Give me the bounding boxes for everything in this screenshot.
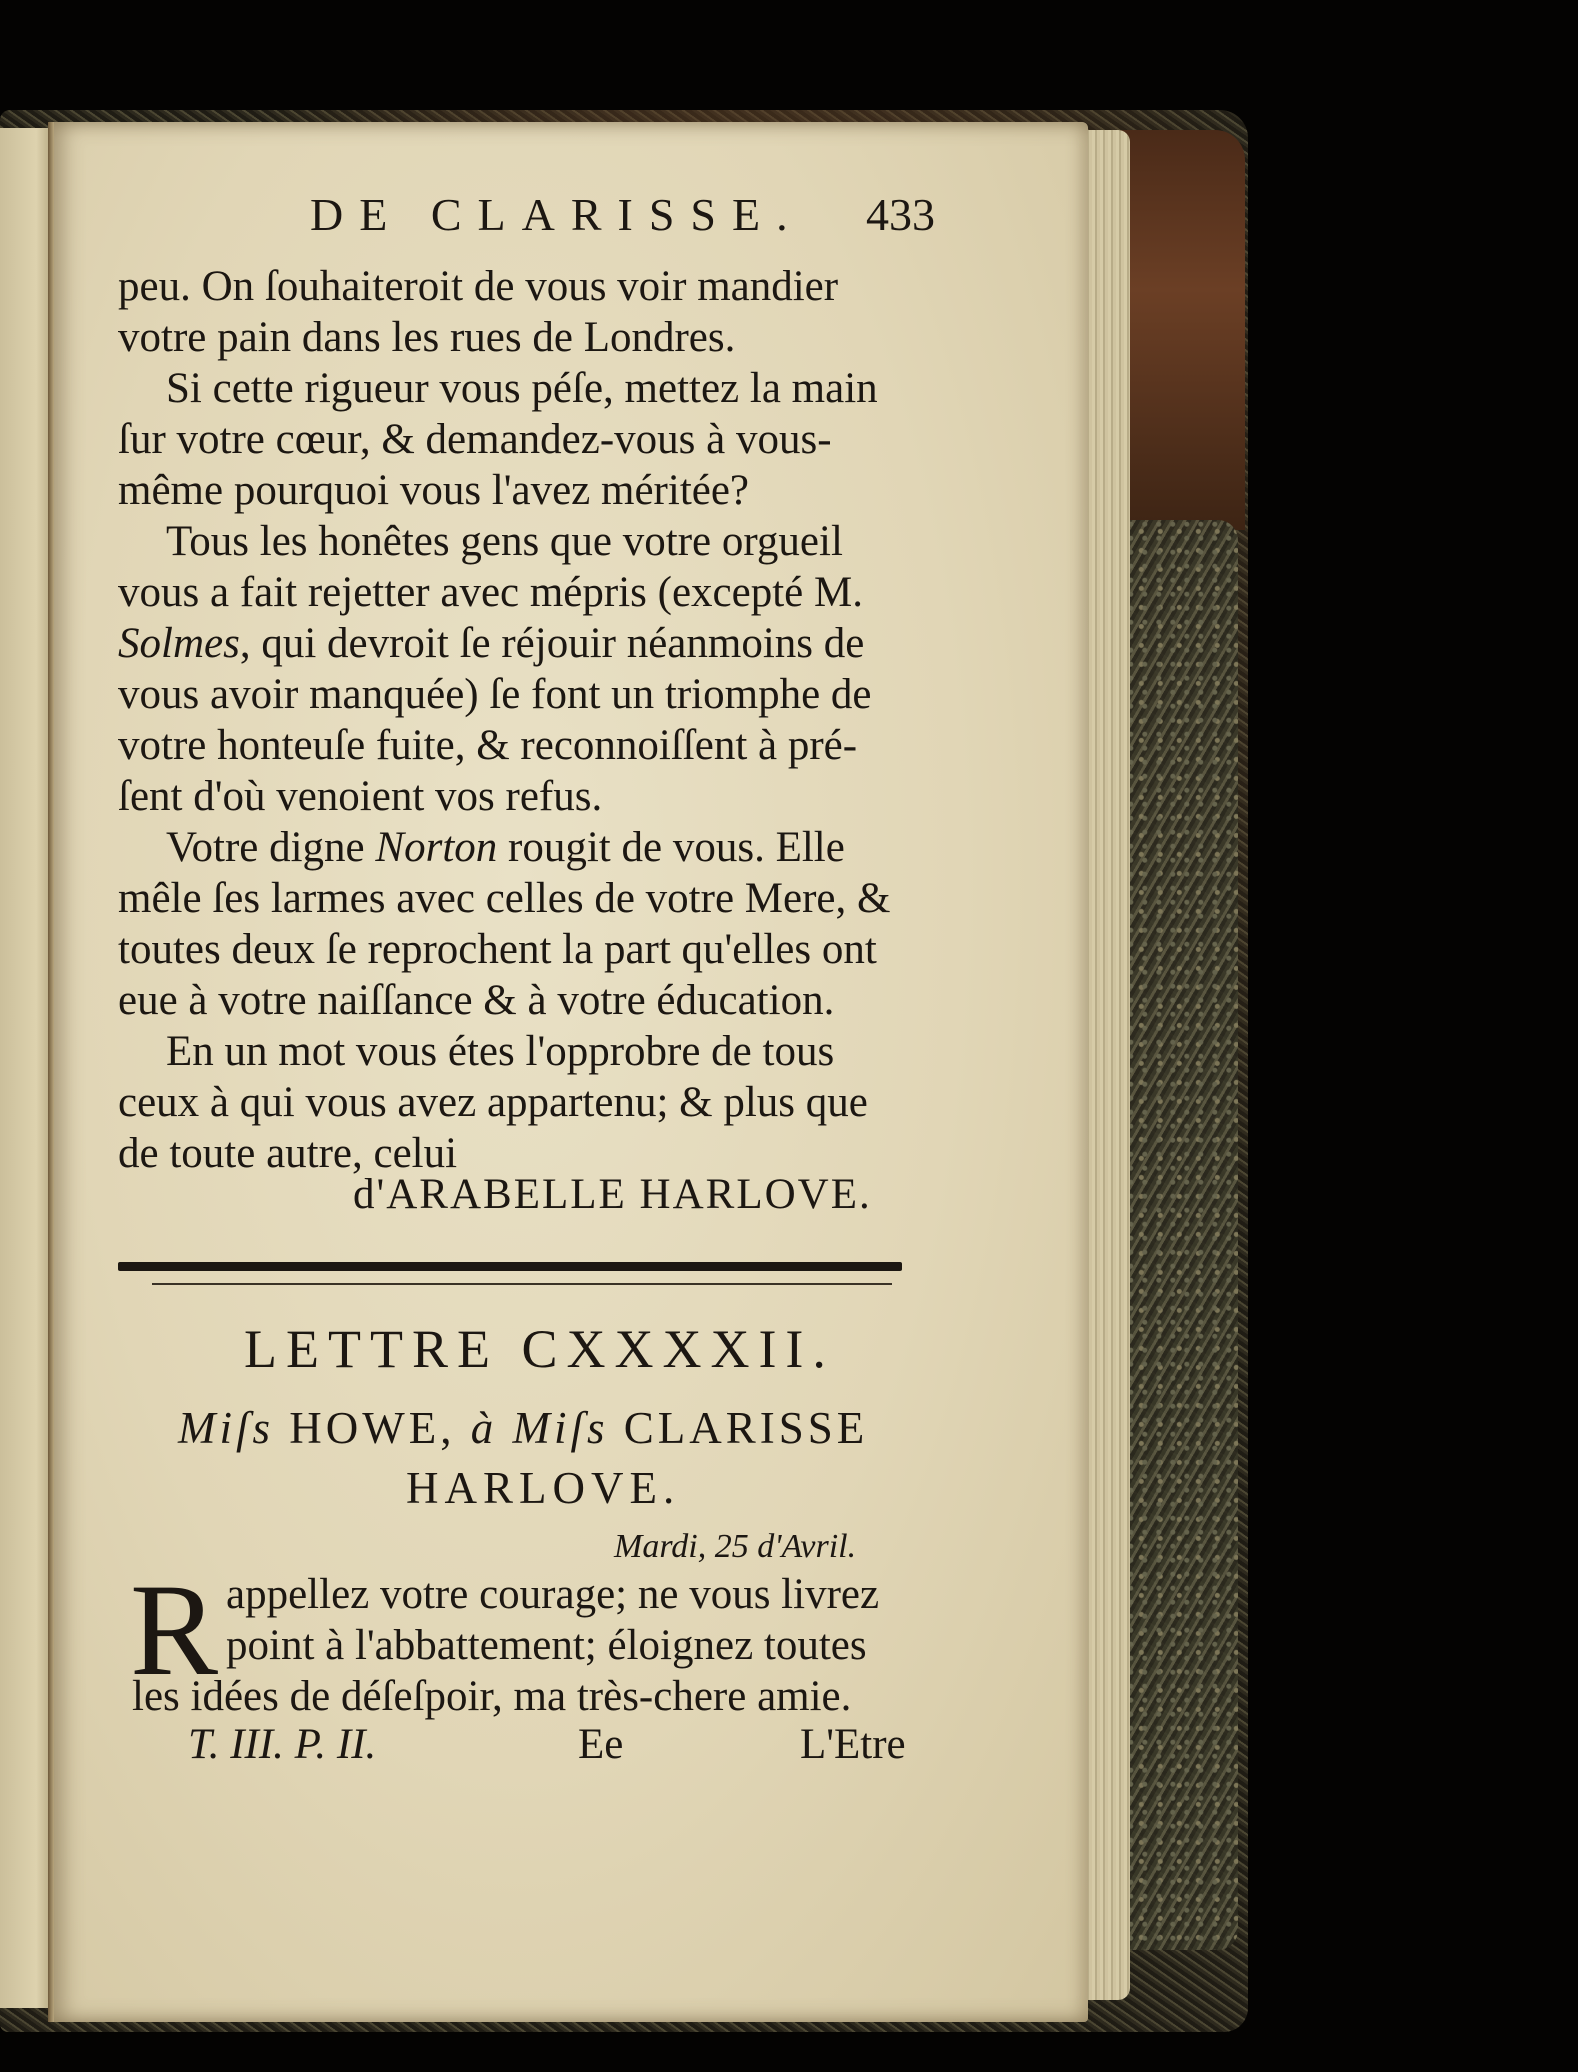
body-line [118,619,864,668]
cover-leather-corner [1120,130,1245,530]
body-line: peu. On ſouhaiteroit de vous voir mandier [118,263,839,310]
proper-name-norton: Norton [375,824,498,871]
signature-mark: T. III. P. II. [188,1721,377,1768]
body-line: votre honteuſe fuite, & reconnoiſſent à pré- [118,722,858,769]
body-line: En un mot vous étes l'opprobre de tous [166,1028,835,1075]
body-line: vous avoir manquée) ſe font un triomphe de [118,671,872,718]
facing-page-edge [0,128,52,2008]
letter-date: Mardi, 25 d'Avril. [614,1528,857,1565]
body-line: ſur votre cœur, & demandez-vous à vous- [118,416,832,463]
section-divider-thin [152,1283,892,1285]
page-number: 433 [866,189,935,240]
body-line [166,823,845,872]
body-line: appellez votre courage; ne vous livrez [226,1571,880,1618]
body-line: ſent d'où venoient vos refus. [118,773,603,820]
gutter-shadow [48,122,54,2022]
section-divider [118,1262,902,1271]
addressee-miss: Miſs [178,1403,275,1453]
body-line: ceux à qui vous avez appartenu; & plus que [118,1079,868,1126]
body-line: les idées de déſeſpoir, ma très-chere amie. [132,1673,852,1720]
letter-addressee-surname: HARLOVE. [406,1463,681,1513]
body-line: Tous les honêtes gens que votre orgueil [166,518,843,565]
body-line-post: , qui devroit ſe réjouir néanmoins de [239,620,865,667]
body-line: même pourquoi vous l'avez méritée? [118,467,750,514]
body-line-pre: Votre digne [166,824,376,871]
marbled-board [1128,520,1238,1950]
addressee-sender: HOWE, [274,1403,471,1453]
body-line-post: rougit de vous. Elle [497,824,845,871]
body-line: vous a fait rejetter avec mépris (excepté M. [118,569,863,616]
body-line: eue à votre naiſſance & à votre éducation. [118,977,835,1024]
body-line: votre pain dans les rues de Londres. [118,314,736,361]
drop-cap: R [130,1556,219,1703]
letter-signature: d'ARABELLE HARLOVE. [353,1171,872,1218]
addressee-a: à [470,1403,498,1453]
catchword: L'Etre [800,1721,906,1768]
body-line: point à l'abbattement; éloignez toutes [226,1622,867,1669]
addressee-recipient: CLARISSE [608,1403,869,1453]
proper-name-solmes: Solmes [118,620,240,667]
letter-addressee [178,1402,868,1454]
body-line: toutes deux ſe reprochent la part qu'elles ont [118,926,877,973]
body-line: mêle ſes larmes avec celles de votre Mere, & [118,875,891,922]
body-line: de toute autre, celui [118,1130,458,1177]
addressee-miss-2: Miſs [512,1403,609,1453]
letter-title: LETTRE CXXXXII. [244,1319,835,1379]
running-head-title: DE CLARISSE. [310,189,804,240]
body-line: Si cette rigueur vous péſe, mettez la main [166,365,878,412]
gathering-mark: Ee [578,1721,624,1768]
